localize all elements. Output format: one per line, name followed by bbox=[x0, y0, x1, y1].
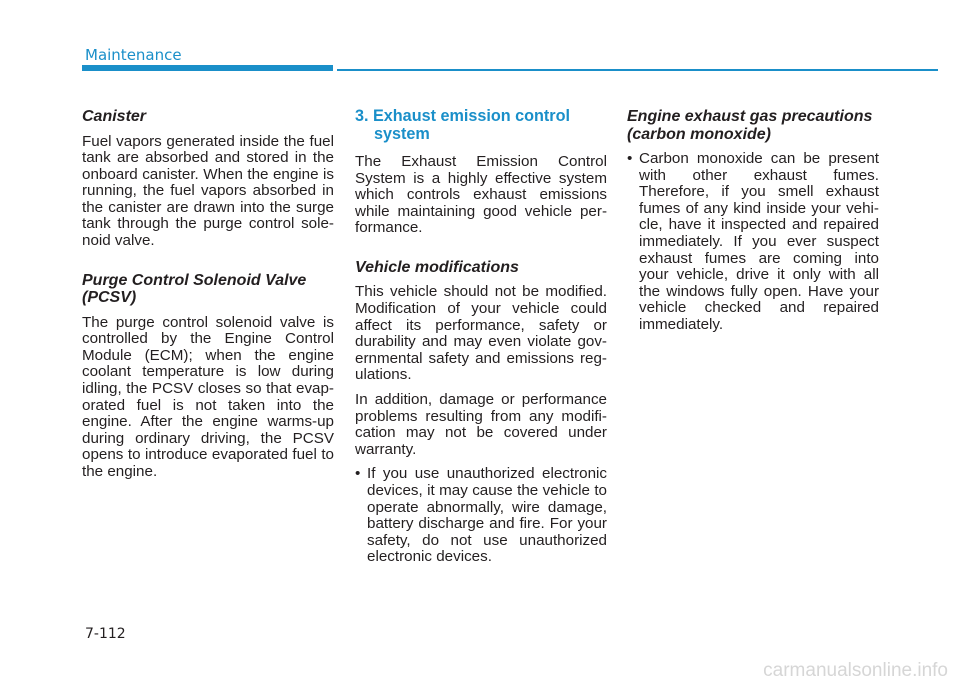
exhaust-heading: 3. Exhaust emission control system bbox=[355, 107, 570, 143]
carbon-monoxide-heading: Engine exhaust gas precautions (carbon monoxide) bbox=[627, 108, 873, 143]
column-1 bbox=[82, 108, 334, 489]
header-rule-thick bbox=[82, 65, 333, 71]
modifications-heading: Vehicle modifications bbox=[355, 258, 519, 276]
modifications-paragraph-1: This vehicle should not be modified. Modification of your vehicle could affect its performance, safety or durability and may even violate gov-ernmental safety and emissions reg-ulations. bbox=[355, 283, 607, 384]
column-2 bbox=[355, 108, 607, 566]
pcsv-heading: Purge Control Solenoid Valve (PCSV) bbox=[82, 271, 307, 307]
list-item: • Carbon monoxide can be present with other exhaust fumes. Therefore, if you smell exhaust fumes of any kind inside your vehi-cle, have it inspected and repaired immediately. If you ever suspect exhaust fumes are coming into your vehicle, drive it only with all the windows fully open. Have your vehicle checked and repaired immediately. bbox=[627, 151, 879, 334]
modifications-list bbox=[355, 466, 607, 566]
carbon-monoxide-list bbox=[627, 151, 879, 334]
column-3 bbox=[627, 108, 879, 334]
list-item: • If you use unauthorized electronic devices, it may cause the vehicle to operate abnormally, wire damage, battery discharge and fire. For your safety, do not use unauthorized electronic devices. bbox=[355, 466, 607, 566]
pcsv-paragraph: The purge control solenoid valve is controlled by the Engine Control Module (ECM); when the engine coolant temperature is low during idling, the PCSV closes so that evap-orated fuel is not taken into the engine. After the engine warms-up during ordinary driving, the PCSV opens to introduce evaporated fuel to the engine. bbox=[82, 313, 334, 480]
exhaust-paragraph: The Exhaust Emission Control System is a highly effective system which controls exhaust emissions while maintaining good vehicle per-formance. bbox=[355, 153, 607, 237]
page-number: 7-112 bbox=[85, 626, 126, 642]
canister-paragraph: Fuel vapors generated inside the fuel tank are absorbed and stored in the onboard canister. When the engine is running, the fuel vapors absorbed in the canister are drawn into the surge tank through the purge control sole-noid valve. bbox=[82, 132, 334, 250]
canister-heading: Canister bbox=[82, 108, 147, 125]
watermark-link[interactable]: carmanualsonline.info bbox=[763, 660, 948, 681]
section-title: Maintenance bbox=[85, 46, 182, 64]
modifications-paragraph-2: In addition, damage or performance problems resulting from any modifi-cation may not be covered under warranty. bbox=[355, 391, 607, 458]
header-rule-thin bbox=[337, 69, 938, 71]
